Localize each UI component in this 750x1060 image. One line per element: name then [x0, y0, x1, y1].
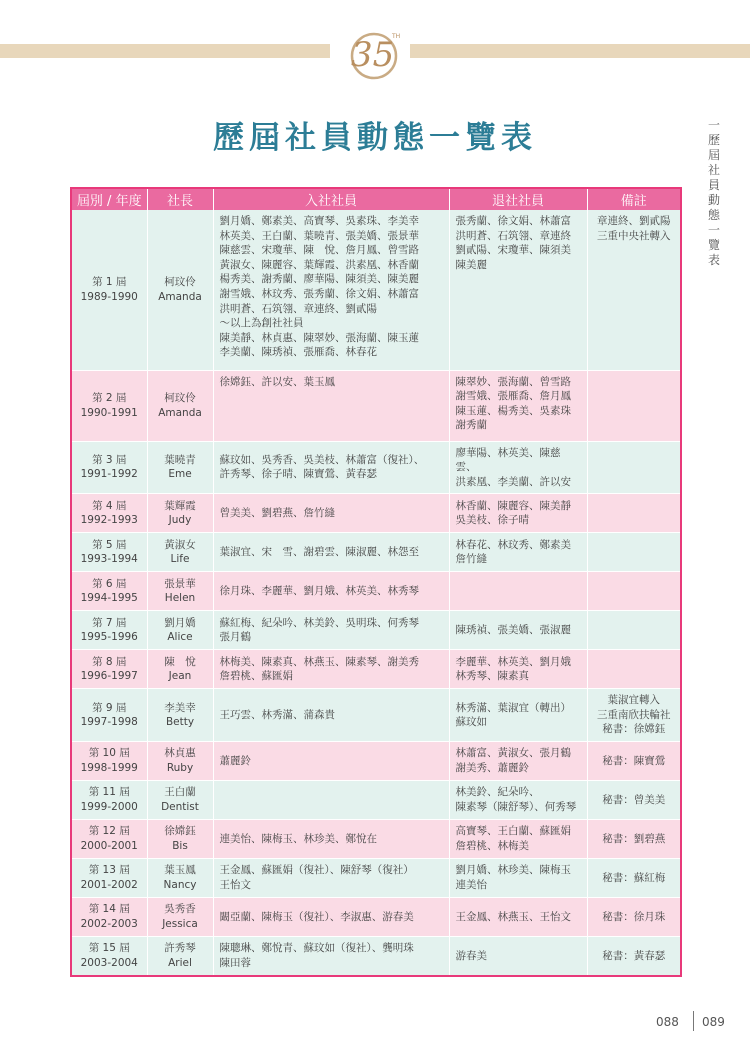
president-cell — [147, 898, 213, 937]
left-members: 廖華陽、林英美、陳慈雲、 洪素凰、李美蘭、許以安 — [449, 441, 587, 494]
note-cell — [587, 494, 681, 533]
term-years: 1992-1993 — [80, 514, 138, 527]
term-years: 1995-1996 — [80, 631, 138, 644]
left-members: 陳翠妙、張海蘭、曾雪路 謝雪娥、張雁喬、詹月鳳 陳玉蓮、楊秀美、吳素珠 謝秀蘭 — [449, 370, 587, 441]
joined-members: 連美怡、陳梅玉、林珍美、鄭悅在 — [213, 820, 449, 859]
president-name: 林貞惠 — [164, 747, 196, 760]
term-label: 第 12 屆 — [88, 825, 130, 838]
president-name: 徐嫦鈺 — [164, 825, 196, 838]
header-joined: 入社社員 — [213, 188, 449, 210]
term-years: 1994-1995 — [80, 592, 138, 605]
president-name: 葉曉青 — [164, 453, 196, 466]
note-cell: 秘書：蘇紅梅 — [587, 859, 681, 898]
note-cell — [587, 370, 681, 441]
header-band-right — [410, 44, 750, 58]
header-left: 退社社員 — [449, 188, 587, 210]
note-cell — [587, 572, 681, 611]
term-years: 2001-2002 — [80, 879, 138, 892]
term-cell — [71, 441, 147, 494]
term-label: 第 14 屆 — [88, 903, 130, 916]
note-cell — [587, 650, 681, 689]
left-members: 陳琇禎、張美嬌、張淑麗 — [449, 611, 587, 650]
president-name: 王白蘭 — [164, 786, 196, 799]
term-label: 第 8 屆 — [92, 655, 127, 668]
term-years: 1989-1990 — [80, 290, 138, 303]
president-cell — [147, 370, 213, 441]
note-cell: 秘書：曾美美 — [587, 781, 681, 820]
term-years: 1991-1992 — [80, 468, 138, 481]
president-english-name: Life — [170, 553, 190, 566]
table-row — [71, 742, 681, 781]
term-years: 1998-1999 — [80, 762, 138, 775]
term-cell — [71, 611, 147, 650]
left-members: 王金鳳、林燕玉、王怡文 — [449, 898, 587, 937]
president-english-name: Jessica — [162, 918, 198, 931]
note-cell: 章連終、劉貳陽 三重中央社轉入 — [587, 210, 681, 370]
president-cell — [147, 611, 213, 650]
term-cell — [71, 572, 147, 611]
president-english-name: Helen — [164, 592, 196, 605]
president-english-name: Alice — [167, 631, 193, 644]
note-cell — [587, 533, 681, 572]
president-cell — [147, 494, 213, 533]
table-row — [71, 494, 681, 533]
page-number-right: 089 — [702, 1015, 725, 1029]
term-label: 第 15 屆 — [88, 942, 130, 955]
president-english-name: Amanda — [158, 406, 202, 419]
left-members: 游春美 — [449, 937, 587, 976]
joined-members: 徐月珠、李麗華、劉月娥、林英美、林秀琴 — [213, 572, 449, 611]
president-name: 葉玉鳳 — [164, 864, 196, 877]
president-name: 葉輝霞 — [164, 499, 196, 512]
table-row — [71, 650, 681, 689]
president-english-name: Amanda — [158, 290, 202, 303]
president-name: 黃淑女 — [164, 538, 196, 551]
joined-members: 劉月嬌、鄭素美、高寶琴、吳素珠、李美幸 林英美、王白蘭、葉曉青、張美嬌、張景華 陳慈雲、宋瓊華、陳 悅、詹月鳳、曾雪路 黃淑女、陳麗容、葉輝霞、洪素凰、林香蘭 楊秀美、謝秀蘭、廖華陽、陳須美、陳美麗 謝雪娥、林玟秀、張秀蘭、徐文娟、林蕭富 洪明蒼、石筑翎、章連終、劉貳陽 ～以上為創社社員 陳美靜、林貞惠、陳翠妙、張海蘭、陳玉蓮 李美蘭、陳琇禎、張雁喬、林春花 — [213, 210, 449, 370]
president-cell — [147, 820, 213, 859]
note-cell: 秘書：徐月珠 — [587, 898, 681, 937]
table-row — [71, 441, 681, 494]
header-band-left — [0, 44, 330, 58]
president-name: 張景華 — [164, 577, 196, 590]
joined-members: 葉淑宜、宋 雪、謝碧雲、陳淑麗、林怨至 — [213, 533, 449, 572]
term-label: 第 3 屆 — [92, 453, 127, 466]
president-cell — [147, 937, 213, 976]
term-cell — [71, 689, 147, 742]
joined-members: 闞亞蘭、陳梅玉（復社）、李淑惠、游春美 — [213, 898, 449, 937]
term-years: 2000-2001 — [80, 840, 138, 853]
term-label: 第 13 屆 — [88, 864, 130, 877]
term-cell — [71, 210, 147, 370]
president-name: 劉月嬌 — [164, 616, 196, 629]
joined-members: 王巧雲、林秀滿、蒲森貴 — [213, 689, 449, 742]
president-cell — [147, 210, 213, 370]
president-cell — [147, 859, 213, 898]
term-label: 第 5 屆 — [92, 538, 127, 551]
member-table — [70, 187, 682, 977]
table-row — [71, 533, 681, 572]
president-cell — [147, 441, 213, 494]
left-members: 林美鈴、紀朵吟、 陳素琴（陳舒琴）、何秀琴 — [449, 781, 587, 820]
term-years: 2002-2003 — [80, 918, 138, 931]
joined-members: 徐嫦鈺、許以安、葉玉鳳 — [213, 370, 449, 441]
table-row — [71, 572, 681, 611]
table-row — [71, 781, 681, 820]
president-cell — [147, 650, 213, 689]
joined-members: 蘇玟如、吳秀香、吳美枝、林蕭富（復社）、 許秀琴、徐子晴、陳寶鶯、黃春瑟 — [213, 441, 449, 494]
term-years: 1996-1997 — [80, 670, 138, 683]
term-label: 第 11 屆 — [88, 786, 130, 799]
left-members: 林香蘭、陳麗容、陳美靜 吳美枝、徐子晴 — [449, 494, 587, 533]
page-number-left: 088 — [656, 1015, 679, 1029]
president-english-name: Ruby — [166, 762, 194, 775]
svg-text:TH: TH — [392, 33, 401, 40]
term-label: 第 7 屆 — [92, 616, 127, 629]
left-members — [449, 572, 587, 611]
term-label: 第 10 屆 — [88, 747, 130, 760]
note-cell — [587, 441, 681, 494]
term-cell — [71, 781, 147, 820]
joined-members: 林梅美、陳素真、林燕玉、陳素琴、謝美秀 詹碧桃、蘇匯娟 — [213, 650, 449, 689]
president-english-name: Dentist — [161, 801, 199, 814]
president-english-name: Bis — [172, 840, 188, 853]
table-row — [71, 689, 681, 742]
left-members: 李麗華、林英美、劉月娥 林秀琴、陳素真 — [449, 650, 587, 689]
table-header-row — [71, 188, 681, 210]
president-name: 柯玟伶 — [164, 276, 196, 289]
joined-members: 蘇紅梅、紀朵吟、林美鈴、吳明珠、何秀琴 張月鶴 — [213, 611, 449, 650]
table-row — [71, 937, 681, 976]
joined-members: 蕭麗鈴 — [213, 742, 449, 781]
term-years: 1990-1991 — [80, 406, 138, 419]
joined-members: 曾美美、劉碧燕、詹竹縫 — [213, 494, 449, 533]
president-english-name: Betty — [165, 716, 195, 729]
header-term: 屆別 / 年度 — [71, 188, 147, 210]
header-president: 社長 — [147, 188, 213, 210]
term-label: 第 6 屆 — [92, 577, 127, 590]
joined-members: 王金鳳、蘇匯娟（復社）、陳舒琴（復社） 王怡文 — [213, 859, 449, 898]
left-members: 林秀滿、葉淑宜（轉出） 蘇玟如 — [449, 689, 587, 742]
page-title: 歷屆社員動態一覽表 — [213, 120, 537, 156]
term-years: 1997-1998 — [80, 716, 138, 729]
president-cell — [147, 572, 213, 611]
president-name: 吳秀香 — [164, 903, 196, 916]
side-label: 一歷屆社員動態一覽表 — [707, 118, 720, 267]
term-years: 1999-2000 — [80, 801, 138, 814]
president-english-name: Jean — [168, 670, 192, 683]
left-members: 林蕭富、黃淑女、張月鶴 謝美秀、蕭麗鈴 — [449, 742, 587, 781]
left-members: 高寶琴、王白蘭、蘇匯娟 詹碧桃、林梅美 — [449, 820, 587, 859]
note-cell: 秘書：劉碧燕 — [587, 820, 681, 859]
president-name: 陳 悅 — [164, 655, 196, 668]
left-members: 劉月嬌、林珍美、陳梅玉 連美怡 — [449, 859, 587, 898]
term-cell — [71, 650, 147, 689]
header-note: 備註 — [587, 188, 681, 210]
president-english-name: Nancy — [163, 879, 197, 892]
president-cell — [147, 689, 213, 742]
note-cell: 秘書：陳寶鶯 — [587, 742, 681, 781]
president-name: 柯玟伶 — [164, 391, 196, 404]
note-cell: 秘書：黃春瑟 — [587, 937, 681, 976]
president-english-name: Ariel — [168, 956, 192, 969]
table-row — [71, 210, 681, 370]
table-row — [71, 898, 681, 937]
term-label: 第 1 屆 — [92, 276, 127, 289]
table-row — [71, 611, 681, 650]
joined-members — [213, 781, 449, 820]
term-label: 第 9 屆 — [92, 701, 127, 714]
term-cell — [71, 370, 147, 441]
left-members: 張秀蘭、徐文娟、林蕭富 洪明蒼、石筑翎、章連終 劉貳陽、宋瓊華、陳須美 陳美麗 — [449, 210, 587, 370]
term-years: 1993-1994 — [80, 553, 138, 566]
president-name: 許秀琴 — [164, 942, 196, 955]
note-cell: 葉淑宜轉入 三重南欣扶輪社 秘書：徐嫦鈺 — [587, 689, 681, 742]
svg-text:35: 35 — [351, 35, 395, 75]
term-label: 第 4 屆 — [92, 499, 127, 512]
anniversary-logo — [338, 22, 410, 82]
president-name: 李美幸 — [164, 701, 196, 714]
term-years: 2003-2004 — [80, 956, 138, 969]
joined-members: 陳聰琳、鄭悅青、蘇玟如（復社）、龔明珠 陳田蓉 — [213, 937, 449, 976]
president-english-name: Judy — [168, 514, 192, 527]
president-cell — [147, 781, 213, 820]
table-row — [71, 859, 681, 898]
page-number-divider — [693, 1011, 694, 1031]
table-row — [71, 370, 681, 441]
term-cell — [71, 533, 147, 572]
president-cell — [147, 533, 213, 572]
term-cell — [71, 937, 147, 976]
term-cell — [71, 742, 147, 781]
term-cell — [71, 820, 147, 859]
term-cell — [71, 898, 147, 937]
term-cell — [71, 859, 147, 898]
left-members: 林春花、林玟秀、鄭素美 詹竹縫 — [449, 533, 587, 572]
term-cell — [71, 494, 147, 533]
table-row — [71, 820, 681, 859]
note-cell — [587, 611, 681, 650]
term-label: 第 2 屆 — [92, 391, 127, 404]
president-cell — [147, 742, 213, 781]
president-english-name: Eme — [168, 468, 192, 481]
